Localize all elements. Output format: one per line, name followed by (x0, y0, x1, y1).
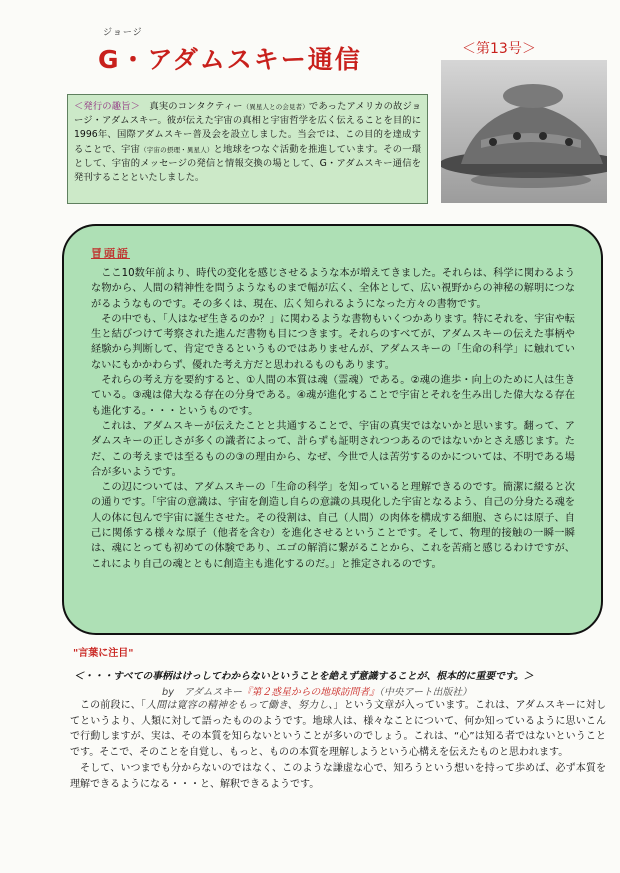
opening-essay-box (62, 224, 603, 635)
intro-text-2: であったアメリカの故ジョージ・アダムスキー。彼が伝えた宇宙の真相と宇宙哲学を広く伝えることを目的に1996年、国際アダムスキー普及会を設立しました。当会では、この目的を達成することで、宇宙 (74, 101, 421, 155)
commentary-highlight: 人間は寛容の精神をもって働き、努力し、 (146, 700, 334, 711)
essay-paragraph: ここ10数年前より、時代の変化を感じさせるような本が増えてきました。それらは、科学に関わるような物から、人間の精神性を問うようなものまで幅が広く、全体として、広い視野からの神秘の解明につながるようなものです。その多くは、現在、広く知られるようになった方々の書物です。 (91, 268, 575, 310)
commentary-paragraph (70, 698, 606, 761)
essay-paragraph: それらの考え方を要約すると、①人間の本質は魂（霊魂）である。②魂の進歩・向上のために人は生きている。③魂は偉大なる存在の分身である。④魂が進化することで宇宙とそれを生み出した偉大なる存在も進化する。・・・というものです。 (91, 375, 575, 417)
essay-paragraph: その中でも、「人はなぜ生きるのか？」に関わるような書物もいくつかあります。特にそれを、宇宙や転生と結びつけて考察された進んだ書物も目につきます。それらのすべてが、アダムスキーの伝えた事柄や経験から判断して、肯定できるというものではありませんが、アダムスキーの「生命の科学」に触れていないにもかかわらず、優れた考え方だと思われるものもあります。 (91, 313, 575, 371)
commentary-text-a: この前段に、「 (80, 700, 147, 711)
intro-label: ＜発行の趣旨＞ (74, 101, 140, 112)
intro-note-2: （宇宙の摂理・異星人） (140, 145, 214, 154)
source-author: by アダムスキー (162, 687, 242, 698)
essay-paragraph: この辺については、アダムスキーの「生命の科学」を知っていると理解できるのです。簡潔に綴ると次の通りです。「宇宙の意識は、宇宙を創造し自らの意識の具現化した宇宙となるよう、自己の分身たる魂を人の体に包んで宇宙に誕生させた。その役割は、自己（人間）の肉体を構成する細胞、さらには原子、自己に関係する様々な原子（他者を含む）を進化させるということです。そして、物理的接触の一瞬一瞬は、魂にとっても初めての体験であり、エゴの解消に繋がることから、これを苦痛と感じるわけですが、これにより自己の魂とともに創造主も進化するのだ。」と推定されるのです。 (91, 482, 575, 570)
intro-text-3: と地球をつなぐ活動を推進しています。その一環として、宇宙的メッセージの発信と情報交換の場として、G・アダムスキー通信を発刊することといたしました。 (74, 143, 421, 184)
ufo-photo (441, 60, 607, 203)
intro-box (67, 94, 428, 204)
intro-note-1: （異星人との会見者） (242, 103, 309, 111)
commentary-paragraph: そして、いつまでも分からないのではなく、このような謙虚な心で、知ろうという想いを持って歩めば、必ず本質を理解できるようになる・・・と、解釈できるようです。 (70, 762, 606, 790)
title-ruby: ジョージ (103, 28, 143, 38)
commentary-text-b: 」という文章が入っています。これは、アダムスキーに対してというより、人類に対して語ったもののようです。地球人は、様々なことについて、何か知っているように思いこんで行動しますが、実は、その本質を知らないということが多いのでしょう。これは、“心”は知る者ではないということです。そこで、そのことを自覚し、もっと、ものの本質を理解しようという心構えを伝えたものと思われます。 (70, 700, 606, 759)
newsletter-title: G・アダムスキー通信 (98, 45, 362, 74)
quote-source (162, 684, 472, 698)
attention-heading: "言葉に注目" (73, 648, 134, 659)
commentary (70, 698, 606, 792)
issue-number: ＜第13号＞ (462, 41, 536, 57)
quote-line: ＜・・・すべての事柄はけっしてわからないということを絶えず意識することが、根本的に重要です。＞ (74, 671, 534, 682)
essay-paragraph: これは、アダムスキーが伝えたことと共通することで、宇宙の真実ではないかと思います。翻って、アダムスキーの正しさが多くの識者によって、計らずも証明されつつあるのではないかとさえ感じます。ただ、この考えまでは至るものの③の理由から、なぜ、今世で人は苦労するのかについては、不明である場合が多いようです。 (91, 420, 575, 478)
opening-heading: 冒頭語 (91, 247, 130, 260)
intro-text-1: 真実のコンタクティー (139, 101, 243, 112)
source-publisher: （中央アート出版社） (379, 687, 472, 698)
source-book: 『第２惑星からの地球訪問者』 (241, 687, 380, 698)
